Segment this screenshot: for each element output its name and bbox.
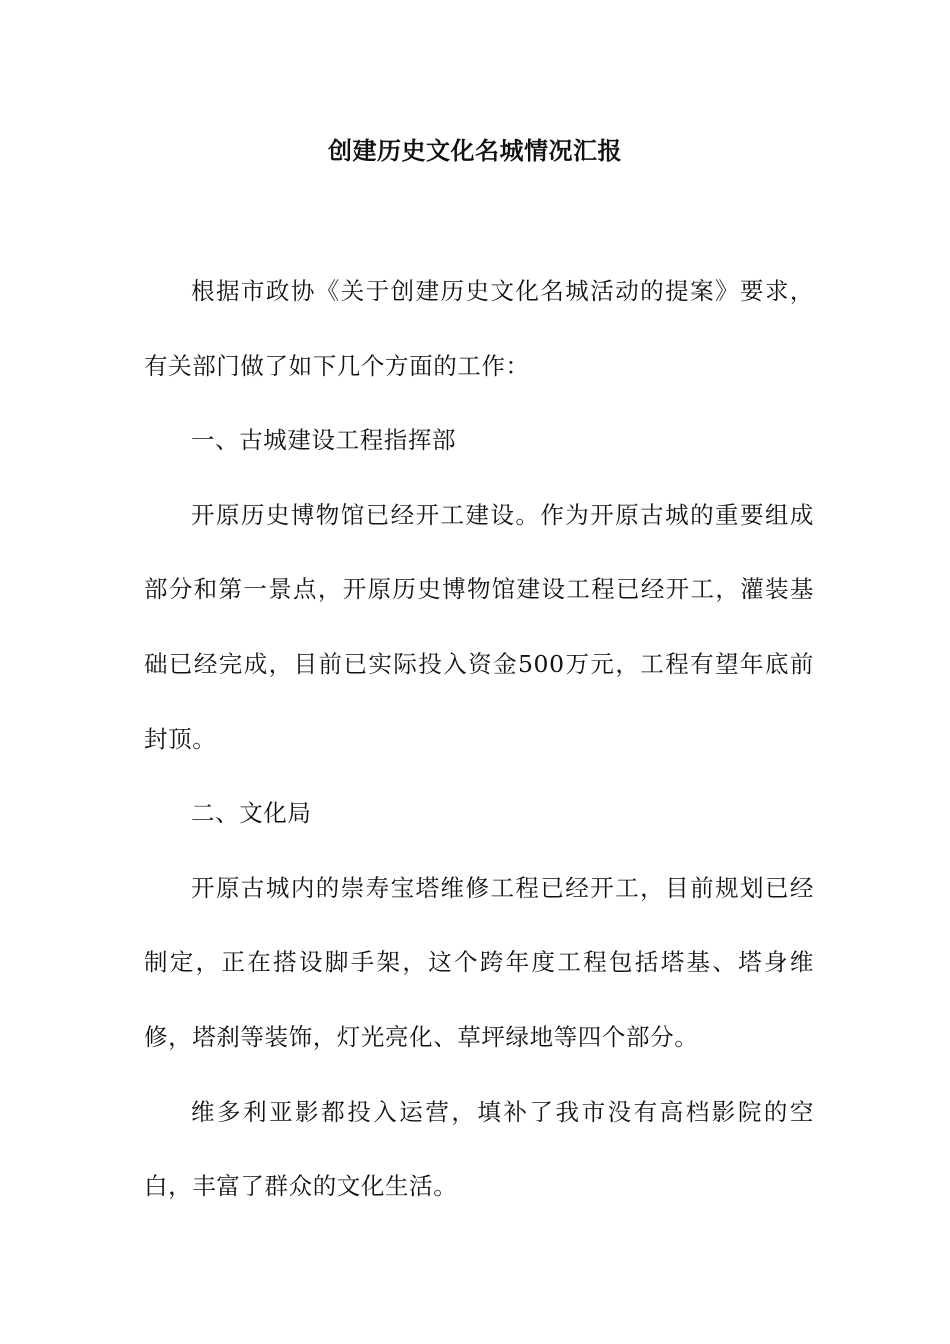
document-title: 创建历史文化名城情况汇报 <box>328 137 622 165</box>
section-heading-2: 二、文化局 <box>191 799 312 828</box>
paragraph-pagoda: 开原古城内的崇寿宝塔维修工程已经开工，目前规划已经制定，正在搭设脚手架，这个跨年度工程包括塔基、塔身维修，塔刹等装饰，灯光亮化、草坪绿地等四个部分。 <box>144 873 814 1051</box>
paragraph-intro: 根据市政协《关于创建历史文化名城活动的提案》要求，有关部门做了如下几个方面的工作： <box>144 277 814 380</box>
paragraph-cinema: 维多利亚影都投入运营，填补了我市没有高档影院的空白，丰富了群众的文化生活。 <box>144 1097 814 1201</box>
document-body <box>144 254 814 1224</box>
section-heading-1: 一、古城建设工程指挥部 <box>191 426 457 455</box>
paragraph-museum: 开原历史博物馆已经开工建设。作为开原古城的重要组成部分和第一景点，开原历史博物馆建设工程已经开工，灌装基础已经完成，目前已实际投入资金500万元，工程有望年底前封顶。 <box>144 500 814 753</box>
